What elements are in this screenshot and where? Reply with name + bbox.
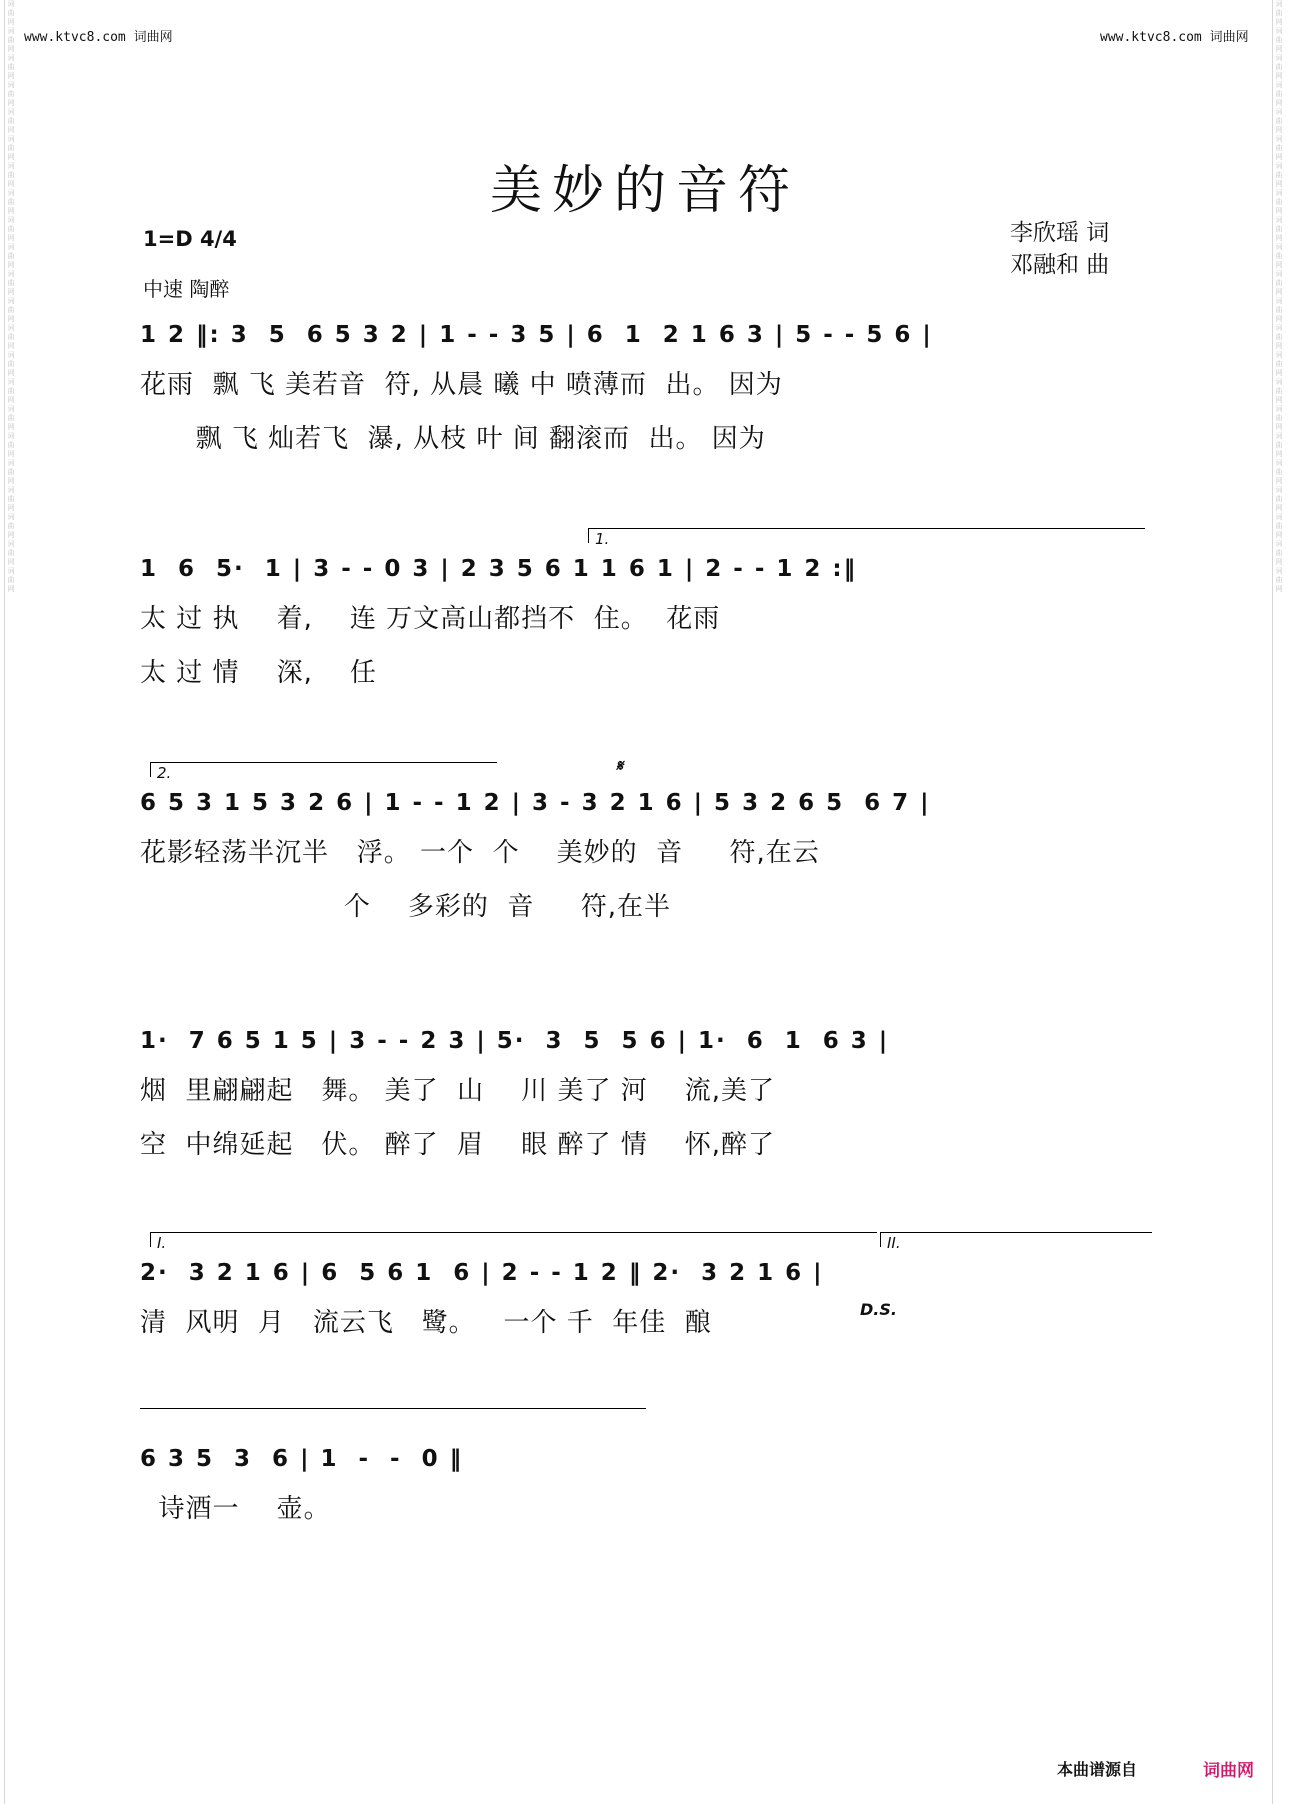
watermark-glyph: 词 — [1275, 243, 1283, 251]
watermark-glyph: 词 — [1275, 108, 1283, 116]
watermark-glyph: 网 — [7, 450, 15, 458]
watermark-glyph: 网 — [1275, 315, 1283, 323]
header-left-url: www.ktvc8.com 词曲网 — [24, 30, 173, 45]
watermark-glyph: 词 — [7, 567, 15, 575]
composer: 邓融和 曲 — [1010, 252, 1110, 278]
watermark-glyph: 曲 — [1275, 117, 1283, 125]
watermark-glyph: 词 — [7, 270, 15, 278]
watermark-glyph: 词 — [1275, 486, 1283, 494]
watermark-glyph: 网 — [7, 315, 15, 323]
watermark-glyph: 网 — [7, 369, 15, 377]
watermark-glyph: 网 — [7, 126, 15, 134]
watermark-glyph: 词 — [7, 540, 15, 548]
watermark-glyph: 网 — [7, 585, 15, 593]
lyric-line: 清 风明 月 流云飞 鹭。 一个 千 年佳 酿 — [140, 1308, 712, 1338]
song-title: 美妙的音符 — [489, 161, 800, 221]
right-watermark-strip — [1272, 0, 1285, 1804]
notation-line: 6 5 3 1 5 3 2 6 | 1 - - 1 2 | 3 - 3 2 1 6 | 5 3 2 6 5 6 7 | — [140, 790, 931, 816]
watermark-glyph: 曲 — [7, 522, 15, 530]
volta-2: 2. — [150, 762, 497, 777]
watermark-glyph: 网 — [1275, 153, 1283, 161]
lyric-line: 太 过 情 深, 任 — [140, 658, 377, 688]
watermark-glyph: 网 — [7, 342, 15, 350]
watermark-glyph: 词 — [1275, 270, 1283, 278]
watermark-glyph: 词 — [7, 405, 15, 413]
ds-marking: D.S. — [860, 1300, 897, 1319]
notation-line: 2· 3 2 1 6 | 6 5 6 1 6 | 2 - - 1 2 ‖ 2· 3 2 1 6 | — [140, 1260, 824, 1286]
watermark-glyph: 曲 — [7, 198, 15, 206]
watermark-glyph: 曲 — [1275, 252, 1283, 260]
watermark-glyph: 曲 — [1275, 171, 1283, 179]
watermark-glyph: 词 — [1275, 378, 1283, 386]
watermark-glyph: 词 — [7, 432, 15, 440]
watermark-glyph: 词 — [1275, 0, 1283, 8]
watermark-glyph: 曲 — [7, 36, 15, 44]
watermark-glyph: 网 — [1275, 72, 1283, 80]
watermark-glyph: 曲 — [7, 90, 15, 98]
watermark-glyph: 词 — [1275, 432, 1283, 440]
watermark-glyph: 曲 — [1275, 333, 1283, 341]
watermark-glyph: 网 — [1275, 585, 1283, 593]
lyric-line: 个 多彩的 音 符,在半 — [140, 892, 671, 922]
watermark-glyph: 词 — [7, 486, 15, 494]
watermark-glyph: 词 — [7, 378, 15, 386]
watermark-glyph: 曲 — [7, 495, 15, 503]
watermark-glyph: 词 — [1275, 54, 1283, 62]
watermark-glyph: 网 — [1275, 396, 1283, 404]
watermark-glyph: 曲 — [1275, 144, 1283, 152]
watermark-glyph: 网 — [7, 45, 15, 53]
lyric-line: 飘 飞 灿若飞 瀑, 从枝 叶 间 翻滚而 出。 因为 — [140, 424, 766, 454]
watermark-glyph: 词 — [1275, 405, 1283, 413]
watermark-glyph: 曲 — [1275, 576, 1283, 584]
watermark-glyph: 网 — [7, 261, 15, 269]
watermark-glyph: 词 — [1275, 324, 1283, 332]
watermark-glyph: 网 — [1275, 18, 1283, 26]
lyric-line: 太 过 执 着, 连 万文高山都挡不 住。 花雨 — [140, 604, 721, 634]
key-signature: 1=D 4/4 — [143, 227, 237, 251]
lyric-line: 花雨 飘 飞 美若音 符, 从晨 曦 中 喷薄而 出。 因为 — [140, 370, 783, 400]
lyric-line: 烟 里翩翩起 舞。 美了 山 川 美了 河 流,美了 — [140, 1076, 776, 1106]
watermark-glyph: 曲 — [1275, 495, 1283, 503]
watermark-glyph: 网 — [7, 72, 15, 80]
watermark-glyph: 词 — [7, 324, 15, 332]
left-watermark-strip — [4, 0, 17, 1804]
watermark-glyph: 曲 — [7, 9, 15, 17]
watermark-glyph: 网 — [7, 153, 15, 161]
watermark-glyph: 曲 — [7, 117, 15, 125]
watermark-glyph: 词 — [7, 81, 15, 89]
watermark-glyph: 词 — [1275, 27, 1283, 35]
watermark-glyph: 词 — [1275, 216, 1283, 224]
watermark-glyph: 词 — [1275, 81, 1283, 89]
watermark-glyph: 曲 — [7, 225, 15, 233]
watermark-glyph: 曲 — [1275, 198, 1283, 206]
watermark-glyph: 词 — [7, 513, 15, 521]
watermark-glyph: 曲 — [7, 360, 15, 368]
watermark-glyph: 曲 — [1275, 9, 1283, 17]
watermark-glyph: 曲 — [7, 279, 15, 287]
watermark-glyph: 网 — [1275, 45, 1283, 53]
watermark-glyph: 曲 — [7, 171, 15, 179]
watermark-glyph: 曲 — [7, 63, 15, 71]
volta-II-continued — [140, 1408, 646, 1423]
watermark-glyph: 曲 — [1275, 414, 1283, 422]
watermark-glyph: 曲 — [1275, 522, 1283, 530]
watermark-glyph: 网 — [7, 531, 15, 539]
watermark-glyph: 曲 — [1275, 468, 1283, 476]
lyric-line: 空 中绵延起 伏。 醉了 眉 眼 醉了 情 怀,醉了 — [140, 1130, 776, 1160]
watermark-glyph: 网 — [7, 99, 15, 107]
watermark-glyph: 曲 — [7, 252, 15, 260]
lyricist: 李欣瑶 词 — [1010, 220, 1110, 246]
watermark-glyph: 网 — [1275, 531, 1283, 539]
watermark-glyph: 词 — [7, 297, 15, 305]
lyric-line: 花影轻荡半沉半 浮。 一个 个 美妙的 音 符,在云 — [140, 838, 820, 868]
watermark-glyph: 曲 — [7, 387, 15, 395]
watermark-glyph: 网 — [7, 558, 15, 566]
watermark-glyph: 网 — [7, 396, 15, 404]
volta-II: II. — [880, 1232, 1152, 1247]
watermark-glyph: 曲 — [1275, 306, 1283, 314]
watermark-glyph: 网 — [1275, 369, 1283, 377]
watermark-glyph: 词 — [1275, 567, 1283, 575]
watermark-glyph: 网 — [1275, 558, 1283, 566]
watermark-glyph: 词 — [1275, 459, 1283, 467]
volta-I: I. — [150, 1232, 877, 1247]
watermark-glyph: 词 — [7, 108, 15, 116]
segno-sign: 𝄋 — [616, 756, 623, 775]
watermark-glyph: 词 — [7, 54, 15, 62]
notation-line: 1· 7 6 5 1 5 | 3 - - 2 3 | 5· 3 5 5 6 | 1· 6 1 6 3 | — [140, 1028, 890, 1054]
watermark-glyph: 曲 — [7, 414, 15, 422]
watermark-glyph: 曲 — [7, 441, 15, 449]
watermark-glyph: 词 — [7, 27, 15, 35]
watermark-glyph: 曲 — [1275, 360, 1283, 368]
watermark-glyph: 词 — [1275, 135, 1283, 143]
watermark-glyph: 曲 — [1275, 63, 1283, 71]
watermark-glyph: 曲 — [1275, 279, 1283, 287]
watermark-glyph: 网 — [1275, 99, 1283, 107]
watermark-glyph: 网 — [1275, 207, 1283, 215]
watermark-glyph: 网 — [7, 18, 15, 26]
watermark-glyph: 曲 — [1275, 441, 1283, 449]
footer-source: 本曲谱源自 — [1057, 1760, 1138, 1779]
watermark-glyph: 曲 — [7, 549, 15, 557]
tempo-marking: 中速 陶醉 — [143, 277, 230, 301]
watermark-glyph: 网 — [7, 288, 15, 296]
watermark-glyph: 词 — [1275, 513, 1283, 521]
watermark-glyph: 词 — [7, 162, 15, 170]
footer-site: 词曲网 — [1203, 1761, 1254, 1781]
watermark-glyph: 网 — [7, 423, 15, 431]
watermark-glyph: 词 — [7, 135, 15, 143]
watermark-glyph: 词 — [7, 243, 15, 251]
watermark-glyph: 网 — [7, 207, 15, 215]
watermark-glyph: 网 — [1275, 288, 1283, 296]
watermark-glyph: 网 — [1275, 126, 1283, 134]
notation-line: 1 6 5· 1 | 3 - - 0 3 | 2 3 5 6 1 1 6 1 | 2 - - 1 2 :‖ — [140, 556, 858, 582]
volta-1: 1. — [588, 528, 1145, 543]
watermark-glyph: 曲 — [1275, 387, 1283, 395]
watermark-glyph: 网 — [7, 234, 15, 242]
watermark-glyph: 曲 — [1275, 36, 1283, 44]
watermark-glyph: 词 — [1275, 162, 1283, 170]
watermark-glyph: 词 — [7, 189, 15, 197]
watermark-glyph: 曲 — [7, 576, 15, 584]
watermark-glyph: 网 — [7, 477, 15, 485]
watermark-glyph: 网 — [1275, 342, 1283, 350]
watermark-glyph: 曲 — [7, 144, 15, 152]
notation-line: 6 3 5 3 6 | 1 - - 0 ‖ — [140, 1446, 464, 1472]
watermark-glyph: 曲 — [1275, 225, 1283, 233]
watermark-glyph: 网 — [1275, 450, 1283, 458]
watermark-glyph: 曲 — [7, 333, 15, 341]
watermark-glyph: 网 — [7, 180, 15, 188]
watermark-glyph: 词 — [7, 216, 15, 224]
watermark-glyph: 网 — [1275, 261, 1283, 269]
watermark-glyph: 曲 — [1275, 549, 1283, 557]
watermark-glyph: 词 — [1275, 189, 1283, 197]
header-right-url: www.ktvc8.com 词曲网 — [1100, 30, 1249, 45]
watermark-glyph: 网 — [1275, 234, 1283, 242]
notation-line: 1 2 ‖: 3 5 6 5 3 2 | 1 - - 3 5 | 6 1 2 1 6 3 | 5 - - 5 6 | — [140, 322, 933, 348]
watermark-glyph: 词 — [1275, 540, 1283, 548]
watermark-glyph: 曲 — [7, 306, 15, 314]
watermark-glyph: 词 — [7, 0, 15, 8]
lyric-line: 诗酒一 壶。 — [140, 1494, 331, 1524]
watermark-glyph: 网 — [1275, 504, 1283, 512]
watermark-glyph: 网 — [1275, 180, 1283, 188]
watermark-glyph: 网 — [7, 504, 15, 512]
watermark-glyph: 词 — [1275, 297, 1283, 305]
watermark-glyph: 词 — [1275, 351, 1283, 359]
watermark-glyph: 网 — [1275, 477, 1283, 485]
watermark-glyph: 曲 — [7, 468, 15, 476]
watermark-glyph: 词 — [7, 351, 15, 359]
watermark-glyph: 词 — [7, 459, 15, 467]
watermark-glyph: 网 — [1275, 423, 1283, 431]
watermark-glyph: 曲 — [1275, 90, 1283, 98]
